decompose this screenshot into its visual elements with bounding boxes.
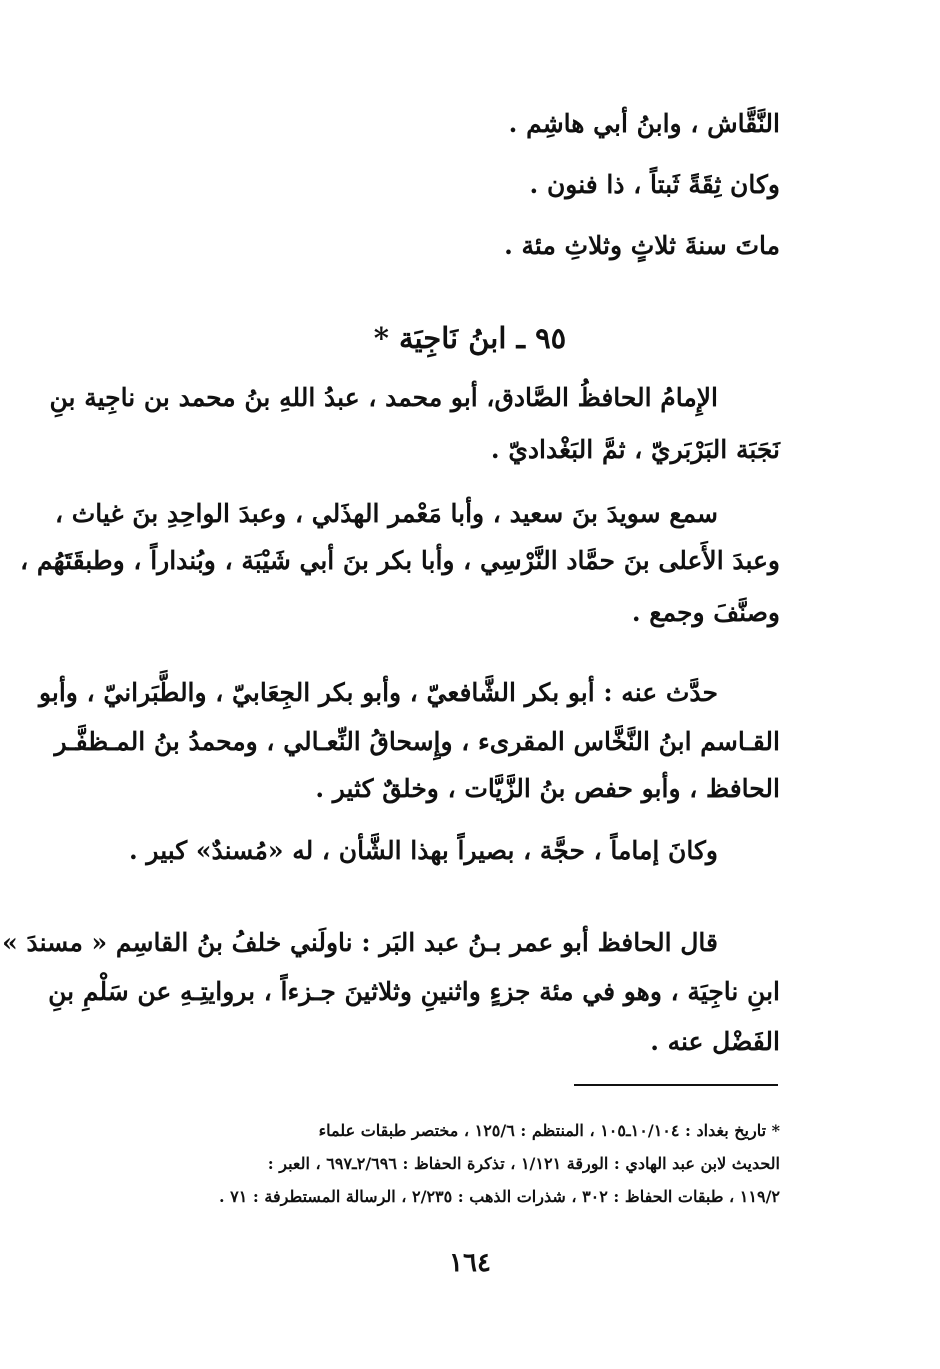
text-line: سمع سويدَ بنَ سعيد ، وأبا مَعْمر الهذَلي ، وعبدَ الواحِدِ بنَ غياث ، (54, 499, 718, 528)
footnote-line: ١١٩/٢ ، طبقات الحفاظ : ٣٠٢ ، شذرات الذهب : ٢/٢٣٥ ، الرسالة المستطرفة : ٧١ . (219, 1187, 780, 1206)
text-line: وكانَ إماماً ، حجَّة ، بصيراً بهذا الشَّأن ، له «مُسندٌ» كبير . (129, 836, 718, 865)
text-line: ماتَ سنةَ ثلاثٍ وثلاثِ مئة . (504, 231, 780, 260)
text-line: وكان ثِقَةً ثَبتاً ، ذا فنون . (529, 170, 780, 199)
text-line: الحافظ ، وأبو حفص بنُ الزَّيَّات ، وخلقٌ كثير . (315, 774, 780, 803)
text-line: ابنِ ناجِيَة ، وهو في مئة جزءٍ واثنينِ وثلاثينَ جـزءاً ، بروايتِـهِ عن سَلْمِ بنِ (48, 977, 780, 1006)
text-line: القـاسم ابنُ النَّخَّاس المقرىء ، وإِسحاقُ النِّعـالي ، ومحمدُ بنُ المـظفَّـر (54, 727, 780, 756)
text-line: وصنَّفَ وجمع . (631, 598, 780, 627)
text-line: وعبدَ الأَعلى بنَ حمَّاد النَّرْسِي ، وأبا بكر بنَ أبي شَيْبَة ، وبُنداراً ، وطبقَتَهُم ، (20, 546, 780, 575)
text-line: النَّقَّاش ، وابنُ أبي هاشِم . (508, 109, 780, 138)
text-line: حدَّث عنه : أبو بكر الشَّافعيّ ، وأبو بكر الجِعَابيّ ، والطَّبَرانيّ ، وأبو (38, 678, 718, 707)
text-line: الفَضْل عنه . (650, 1027, 780, 1056)
biography-heading: ٩٥ ـ ابنُ نَاجِيَة * (373, 321, 567, 355)
footnote-line: * تاريخ بغداد : ١٠/١٠٤ـ١٠٥ ، المنتظم : ١٢٥/٦ ، مختصر طبقات علماء (318, 1121, 780, 1140)
footnote-separator (574, 1084, 778, 1086)
page-number: ١٦٤ (449, 1248, 491, 1278)
footnote-line: الحديث لابن عبد الهادي : الورقة ١/١٢١ ، تذكرة الحفاظ : ٢/٦٩٦ـ٦٩٧ ، العبر : (267, 1154, 780, 1173)
text-line: قال الحافظ أبو عمر بـنُ عبد البَر : ناولَني خلفُ بنُ القاسِم « مسندَ » (2, 928, 718, 957)
text-line: نَجَبَة البَرْبَريّ ، ثمَّ البَغْداديّ . (490, 435, 780, 464)
text-line: الإِمامُ الحافظُ الصَّادق، أبو محمد ، عبدُ اللهِ بنُ محمد بن ناجِية بنِ (49, 383, 718, 412)
